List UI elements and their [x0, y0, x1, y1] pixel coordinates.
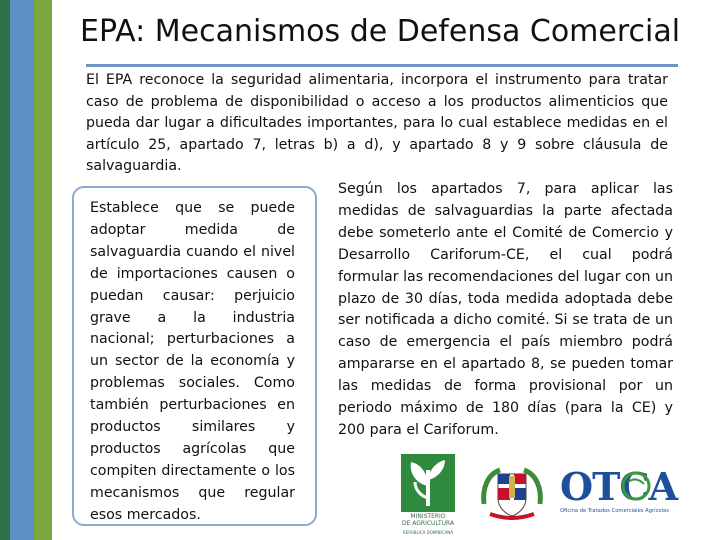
intro-paragraph: El EPA reconoce la seguridad alimentaria, incorpora el instrumento para tratar caso de problema de disponibilidad o acceso a los productos alimenticios que pueda dar lugar a dificultades importantes, para lo cual establece medidas en el artículo 25, apartado 7, letras b) a d), y apartado 8 y 9 sobre cláusula de salvaguardia. [86, 72, 668, 174]
coat-of-arms-icon [478, 464, 546, 524]
slide-title: EPA: Mecanismos de Defensa Comercial [80, 14, 681, 49]
left-stripe-dark-green [0, 0, 10, 540]
left-stripe-light-green [34, 0, 52, 540]
left-stripe-blue [10, 0, 34, 540]
otca-wordmark: OTCA [560, 464, 678, 509]
ministerio-caption-1: MINISTERIO [410, 513, 446, 520]
ministerio-caption-2: DE AGRICULTURA [401, 520, 455, 527]
title-underline [86, 64, 678, 67]
right-paragraph: Según los apartados 7, para aplicar las medidas de salvaguardias la parte afectada debe someterlo ante el Comité de Comercio y Desarrollo Cariforum-CE, el cual podrá formular las recomendaciones del lugar con un plazo de 30 días, toda medida adoptada debe ser notificada a dicho comité. Si se trata de un caso de emergencia el país miembro podrá ampararse en el apartado 8, se pueden tomar las medidas de forma provisional por un periodo máximo de 180 días (para la CE) y 200 para el Cariforum. [338, 181, 673, 438]
otca-subtitle: Oficina de Tratados Comerciales Agrícolas [560, 508, 669, 514]
ministerio-caption-3: REPÚBLICA DOMINICANA [403, 530, 453, 535]
box-paragraph: Establece que se puede adoptar medida de salvaguardia cuando el nivel de importaciones causen o puedan causar: perjuicio grave a la industria nacional; perturbaciones a un sector de la economía y problemas sociales. Como también perturbaciones en productos similares y productos agrícolas que compiten directamente o los mecanismos que regular esos mercados. [90, 200, 295, 523]
